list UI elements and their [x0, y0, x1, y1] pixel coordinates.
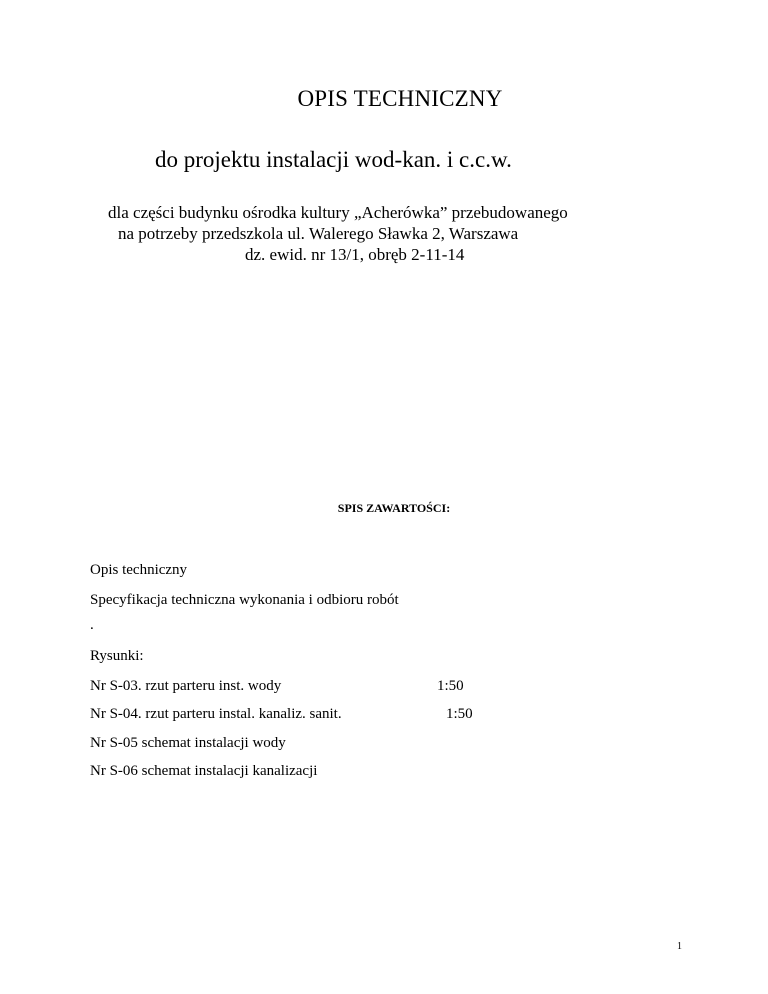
document-title: OPIS TECHNICZNY: [297, 86, 503, 111]
contents-item-drawing-s03: Nr S-03. rzut parteru inst. wody: [90, 678, 282, 694]
contents-separator-dot: .: [90, 617, 94, 633]
contents-item-drawing-s04: Nr S-04. rzut parteru instal. kanaliz. sanit.: [90, 706, 342, 722]
contents-item-drawings-label: Rysunki:: [90, 648, 144, 664]
contents-item-specification: Specyfikacja techniczna wykonania i odbioru robót: [90, 592, 399, 608]
drawing-s03-scale: 1:50: [437, 678, 464, 694]
page-number: 1: [677, 941, 682, 952]
contents-heading: SPIS ZAWARTOŚCI:: [337, 501, 451, 515]
contents-item-description: Opis techniczny: [90, 562, 188, 578]
drawing-s04-scale: 1:50: [446, 706, 473, 722]
address-line-3: dz. ewid. nr 13/1, obręb 2-11-14: [245, 245, 465, 264]
contents-item-drawing-s06: Nr S-06 schemat instalacji kanalizacji: [90, 763, 318, 779]
document-subtitle: do projektu instalacji wod-kan. i c.c.w.: [155, 147, 512, 172]
address-line-1: dla części budynku ośrodka kultury „Acherówka” przebudowanego: [108, 203, 568, 222]
contents-item-drawing-s05: Nr S-05 schemat instalacji wody: [90, 735, 286, 751]
address-line-2: na potrzeby przedszkola ul. Walerego Sławka 2, Warszawa: [118, 224, 519, 243]
